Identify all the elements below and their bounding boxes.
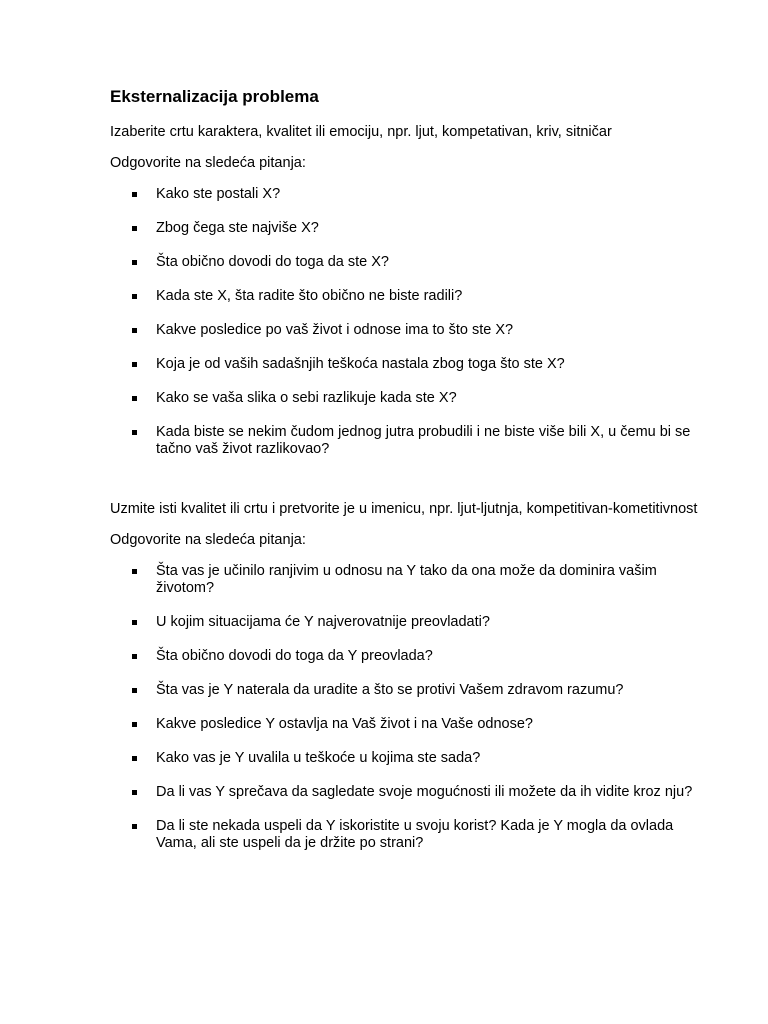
section1-question-list [110, 186, 708, 458]
question-text: Da li ste nekada uspeli da Y iskoristite u svoju korist? Kada je Y mogla da ovlada Vama, ali ste uspeli da je držite po strani? [156, 818, 674, 851]
list-item [110, 614, 708, 631]
question-text: Šta vas je učinilo ranjivim u odnosu na Y tako da ona može da dominira vašim životom? [156, 563, 657, 596]
list-item [110, 254, 708, 271]
question-text: Kako se vaša slika o sebi razlikuje kada ste X? [156, 390, 457, 406]
section1-intro: Izaberite crtu karaktera, kvalitet ili emociju, npr. ljut, kompetativan, kriv, sitničar [110, 124, 612, 140]
list-item [110, 390, 708, 407]
square-bullet-icon [132, 688, 137, 693]
question-text: Kako vas je Y uvalila u teškoće u kojima ste sada? [156, 750, 481, 766]
list-item [110, 784, 708, 801]
square-bullet-icon [132, 192, 137, 197]
section1-prompt: Odgovorite na sledeća pitanja: [110, 155, 306, 171]
square-bullet-icon [132, 294, 137, 299]
list-item [110, 682, 708, 699]
question-text: Zbog čega ste najviše X? [156, 220, 319, 236]
list-item [110, 322, 708, 339]
question-text: Kada ste X, šta radite što obično ne biste radili? [156, 288, 463, 304]
square-bullet-icon [132, 620, 137, 625]
square-bullet-icon [132, 569, 137, 574]
section2-intro: Uzmite isti kvalitet ili crtu i pretvorite je u imenicu, npr. ljut-ljutnja, kompetitivan-kometitivnost [110, 501, 698, 517]
question-text: Kakve posledice Y ostavlja na Vaš život i na Vaše odnose? [156, 716, 533, 732]
question-text: Kakve posledice po vaš život i odnose ima to što ste X? [156, 322, 514, 338]
list-item [110, 648, 708, 665]
list-item [110, 288, 708, 305]
list-item [110, 220, 708, 237]
section-spacer [110, 475, 708, 481]
list-item [110, 356, 708, 373]
question-text: Koja je od vaših sadašnjih teškoća nastala zbog toga što ste X? [156, 356, 565, 372]
square-bullet-icon [132, 226, 137, 231]
list-item [110, 818, 708, 852]
square-bullet-icon [132, 654, 137, 659]
list-item [110, 186, 708, 203]
question-text: Kada biste se nekim čudom jednog jutra probudili i ne biste više bili X, u čemu bi se tačno vaš život razlikovao? [156, 424, 691, 457]
question-text: Šta obično dovodi do toga da ste X? [156, 254, 389, 270]
list-item [110, 424, 708, 458]
square-bullet-icon [132, 790, 137, 795]
list-item [110, 750, 708, 767]
question-text: Da li vas Y sprečava da sagledate svoje mogućnosti ili možete da ih vidite kroz nju? [156, 784, 693, 800]
question-text: U kojim situacijama će Y najverovatnije preovladati? [156, 614, 490, 630]
square-bullet-icon [132, 396, 137, 401]
question-text: Šta obično dovodi do toga da Y preovlada? [156, 648, 433, 664]
question-text: Kako ste postali X? [156, 186, 281, 202]
square-bullet-icon [132, 430, 137, 435]
square-bullet-icon [132, 260, 137, 265]
list-item [110, 716, 708, 733]
square-bullet-icon [132, 722, 137, 727]
square-bullet-icon [132, 824, 137, 829]
square-bullet-icon [132, 362, 137, 367]
section2-question-list [110, 563, 708, 852]
document-title: Eksternalizacija problema [110, 87, 319, 106]
square-bullet-icon [132, 328, 137, 333]
section2-prompt: Odgovorite na sledeća pitanja: [110, 532, 306, 548]
list-item [110, 563, 708, 597]
square-bullet-icon [132, 756, 137, 761]
question-text: Šta vas je Y naterala da uradite a što se protivi Vašem zdravom razumu? [156, 682, 624, 698]
